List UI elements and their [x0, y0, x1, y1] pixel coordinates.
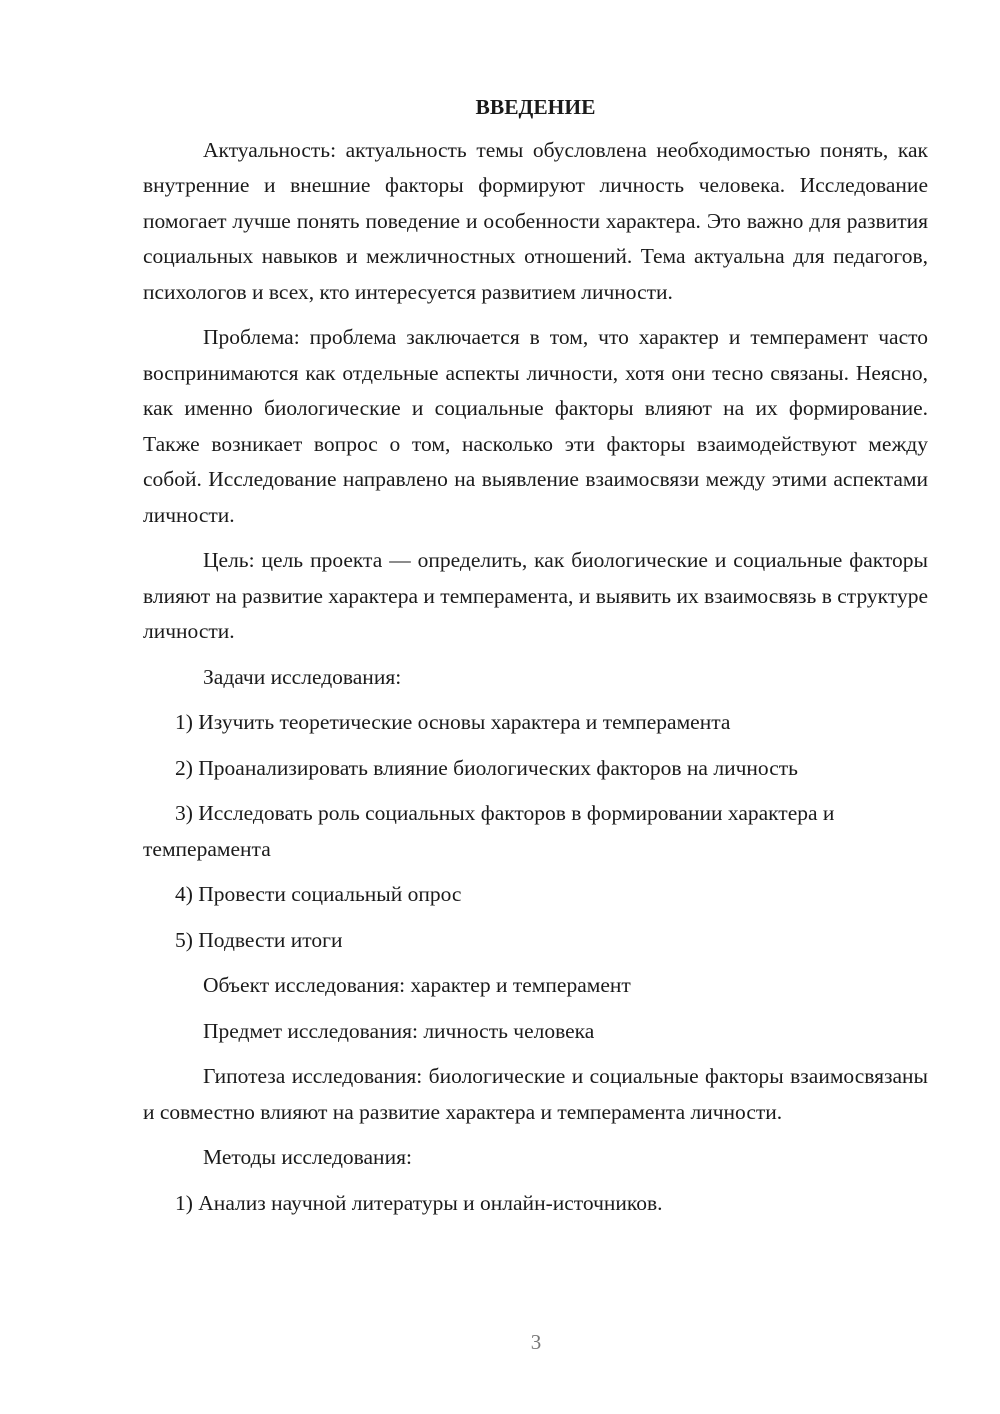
hypothesis-paragraph: Гипотеза исследования: биологические и социальные факторы взаимосвязаны и совместно влияют на развитие характера и темперамента личности. — [143, 1064, 928, 1124]
tasks-heading: Задачи исследования: — [203, 664, 402, 689]
task-item: 1) Изучить теоретические основы характера и темперамента — [175, 710, 731, 734]
research-subject: Предмет исследования: личность человека — [203, 1018, 595, 1043]
task-item: 5) Подвести итоги — [175, 927, 343, 952]
document-page — [143, 90, 928, 1231]
task-item: 2) Проанализировать влияние биологических факторов на личность — [175, 755, 798, 780]
task-item: 4) Провести социальный опрос — [175, 882, 462, 906]
relevance-paragraph: Актуальность: актуальность темы обусловлена необходимостью понять, как внутренние и внешние факторы формируют личность человека. Исследование помогает лучше понять поведение и особенности характера. Это важно для развития социальных навыков и межличностных отношений. Тема актуальна для педагогов, психологов и всех, кто интересуется развитием личности. — [143, 137, 928, 304]
methods-heading: Методы исследования: — [203, 1145, 412, 1169]
research-object: Объект исследования: характер и темперамент — [203, 973, 631, 997]
task-item: 3) Исследовать роль социальных факторов в формировании характера и темперамента — [143, 801, 835, 861]
section-title: ВВЕДЕНИЕ — [475, 95, 596, 119]
method-item: 1) Анализ научной литературы и онлайн-источников. — [175, 1190, 663, 1215]
problem-paragraph: Проблема: проблема заключается в том, что характер и темперамент часто воспринимаются как отдельные аспекты личности, хотя они тесно связаны. Неясно, как именно биологические и социальные факторы влияют на их формирование. Также возникает вопрос о том, насколько эти факторы взаимодействуют между собой. Исследование направлено на выявление взаимосвязи между этими аспектами личности. — [143, 325, 928, 527]
goal-paragraph: Цель: цель проекта — определить, как биологические и социальные факторы влияют на развитие характера и темперамента, и выявить их взаимосвязь в структуре личности. — [143, 548, 928, 643]
page-number: 3 — [530, 1330, 542, 1354]
